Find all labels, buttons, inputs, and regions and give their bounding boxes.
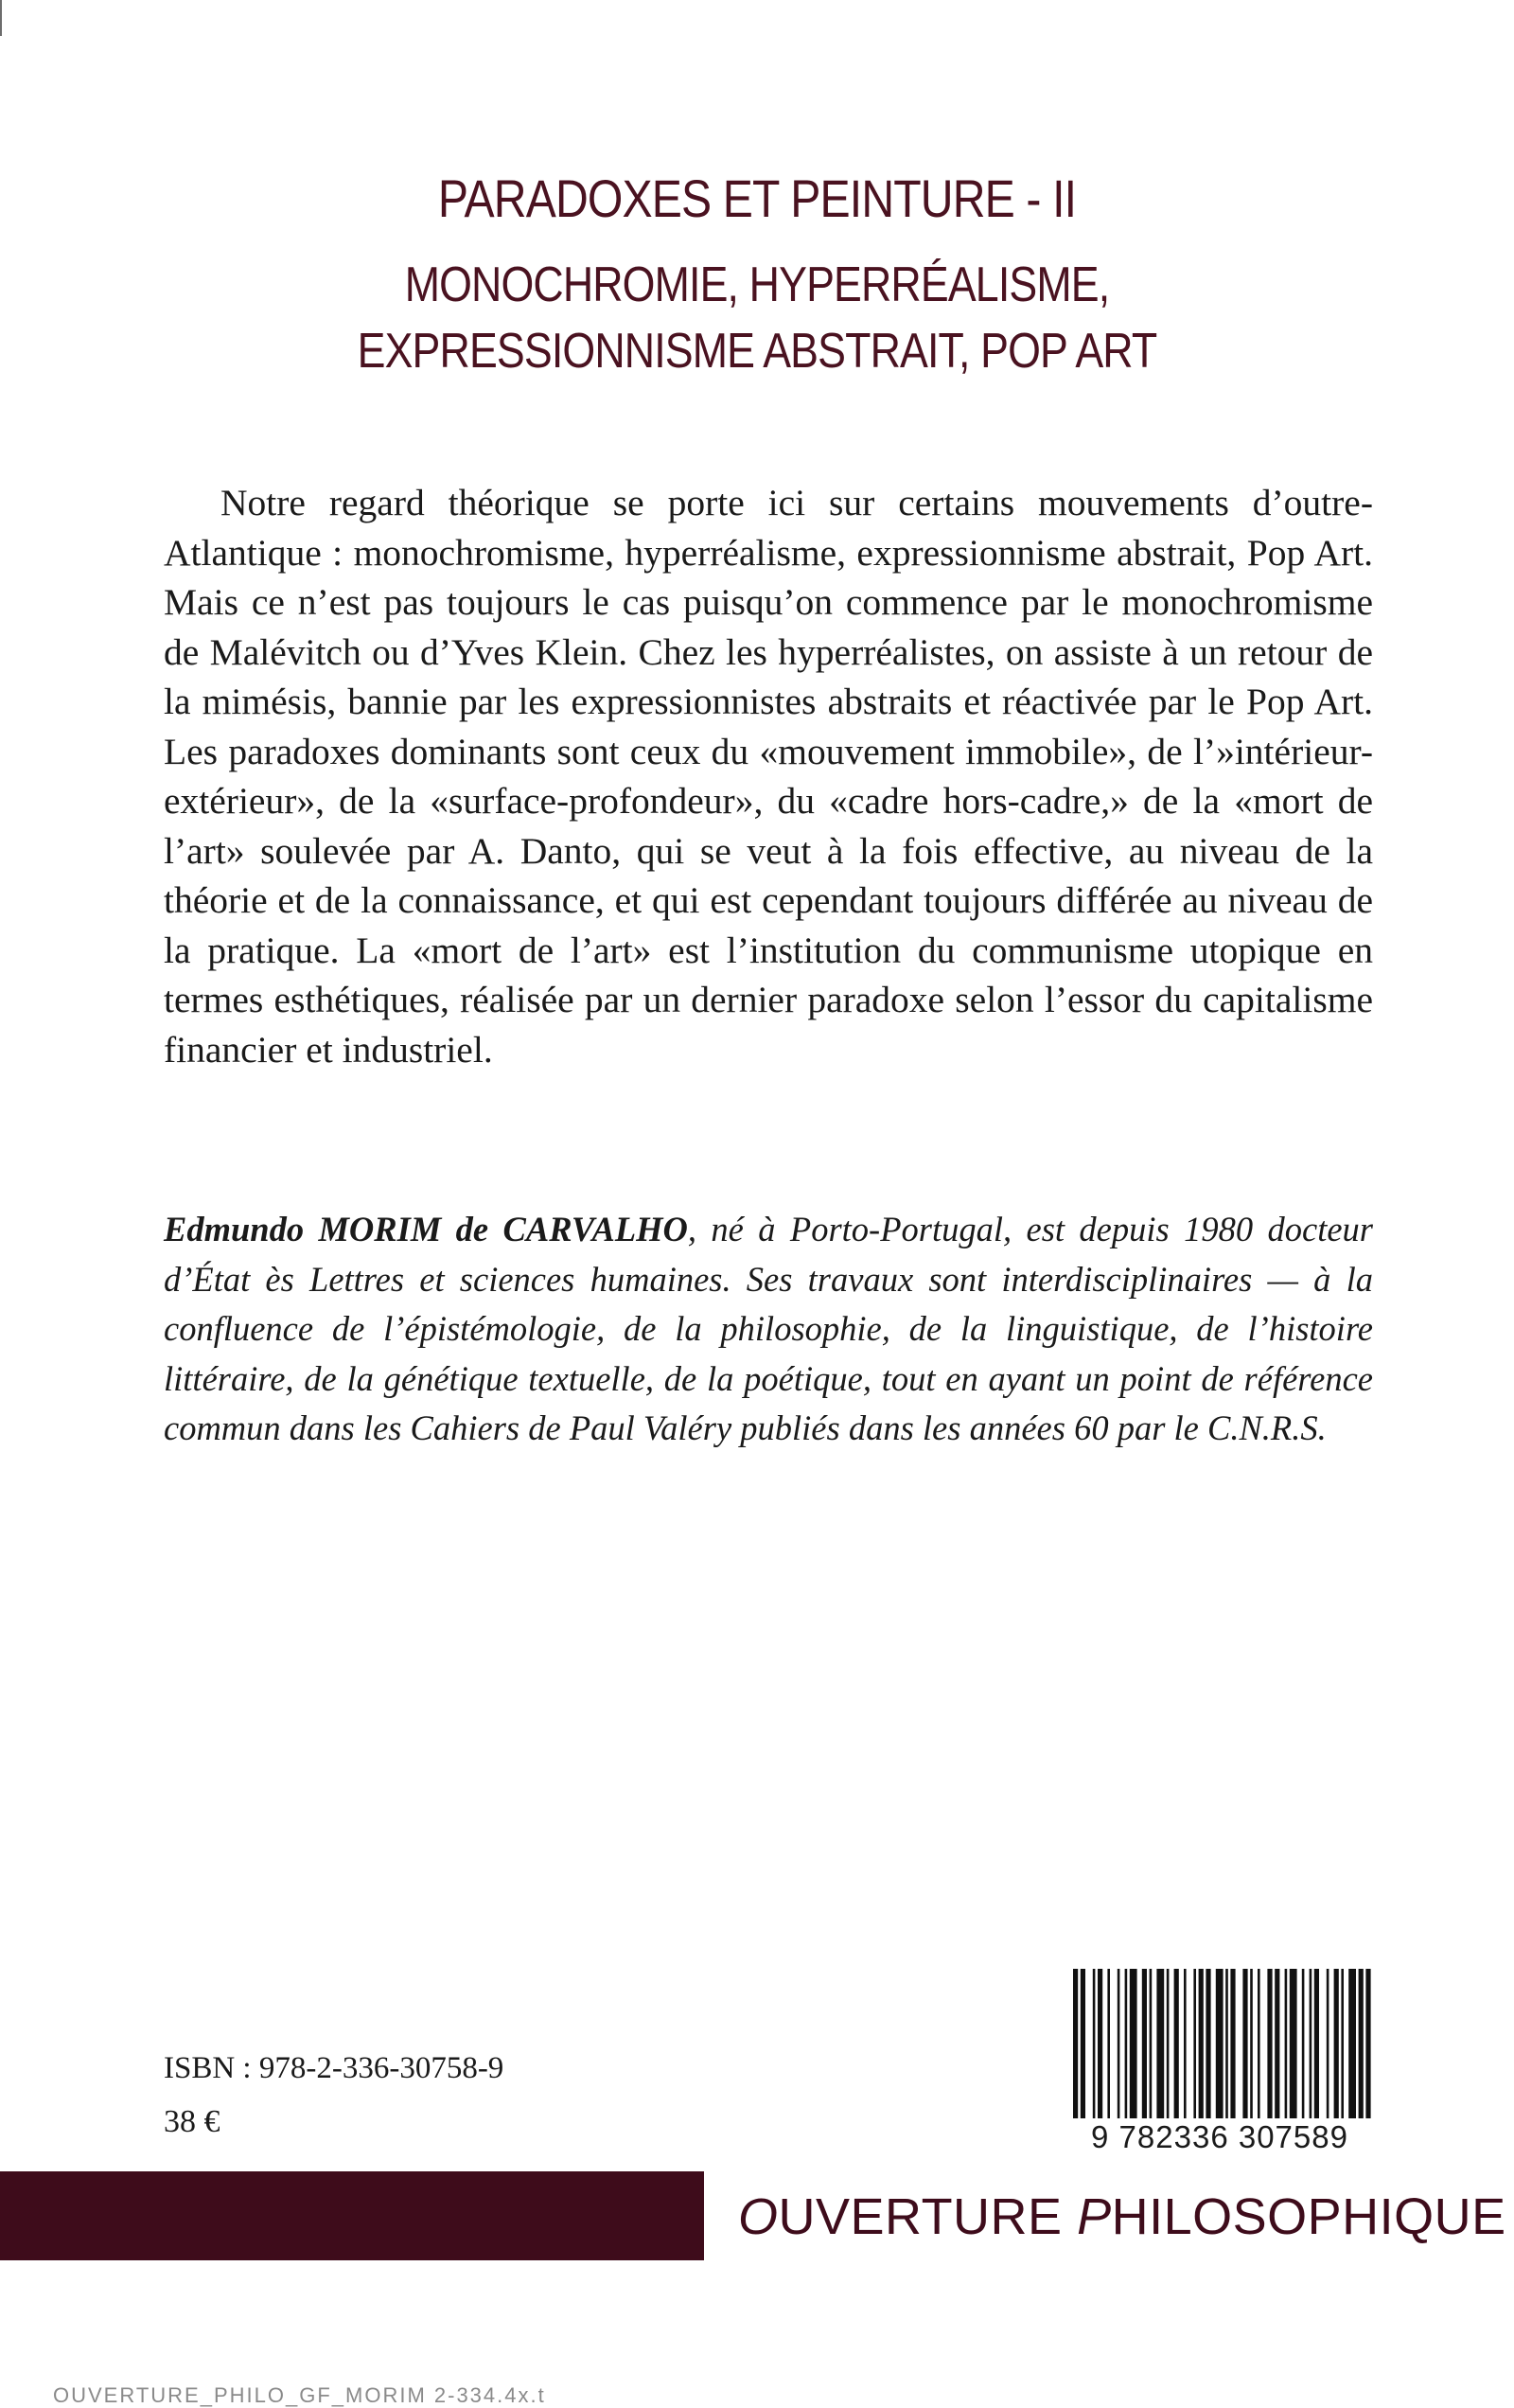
barcode-bar: [1285, 1969, 1288, 2130]
barcode-bar: [1250, 1969, 1253, 2130]
barcode-bar: [1193, 1969, 1196, 2130]
barcode-bar: [1184, 1969, 1187, 2130]
print-slug: OUVERTURE_PHILO_GF_MORIM 2-334.4x.t: [53, 2383, 546, 2407]
barcode-bar: [1334, 1969, 1339, 2130]
barcode-bar: [1150, 1969, 1153, 2130]
barcode-bar: [1156, 1969, 1164, 2130]
barcode-bar: [1302, 1969, 1305, 2130]
barcode-bar: [1199, 1969, 1204, 2130]
barcode-bar: [1216, 1969, 1224, 2130]
barcode-bar: [1314, 1969, 1319, 2130]
series-name: [738, 2179, 1506, 2255]
series-band: [0, 2171, 704, 2260]
barcode-bar: [1107, 1969, 1110, 2130]
price: 38 €: [164, 2104, 220, 2139]
series-word-1: UVERTURE: [778, 2188, 1078, 2245]
barcode-bar: [1098, 1969, 1102, 2130]
barcode-bar: [1258, 1969, 1260, 2130]
barcode-bar: [1081, 1969, 1085, 2130]
barcode-bar: [1230, 1969, 1235, 2130]
barcode-bar: [1142, 1969, 1147, 2130]
crop-mark: [0, 0, 2, 36]
barcode-bar: [1125, 1969, 1128, 2130]
barcode-bars-icon: [1067, 1969, 1372, 2130]
barcode-bar: [1073, 1969, 1078, 2130]
barcode-bar: [1130, 1969, 1137, 2130]
barcode-bar: [1341, 1969, 1344, 2130]
barcode-bar: [1275, 1969, 1279, 2130]
barcode-bar: [1327, 1969, 1329, 2130]
series-initial-1: O: [738, 2188, 779, 2245]
barcode-bar: [1093, 1969, 1096, 2130]
barcode-bar: [1348, 1969, 1356, 2130]
title-block: [0, 159, 1514, 384]
series-initial-2: P: [1077, 2188, 1112, 2245]
book-subtitle-line-2: EXPRESSIONNISME ABSTRAIT, POP ART: [357, 324, 1157, 379]
barcode-bar: [1290, 1969, 1297, 2130]
author-bio: [164, 1205, 1373, 1454]
author-bio-text: , né à Porto-Portugal, est depuis 1980 docteur d’État ès Lettres et sciences humaines. Ses travaux sont interdisciplinaires — à la confluence de l’épistémologie, de la philosophie, de la linguistique, de l’histoire littéraire, de la génétique textuelle, de la poétique, tout en ayant un point de référence commun dans les Cahiers de Paul Valéry publiés dans les années 60 par le C.N.R.S.: [164, 1210, 1373, 1447]
barcode: [1067, 1969, 1372, 2156]
barcode-bar: [1174, 1969, 1179, 2130]
barcode-digits: 9 782336 307589: [1067, 2118, 1372, 2156]
barcode-bar: [1365, 1969, 1370, 2130]
barcode-bar: [1167, 1969, 1170, 2130]
book-subtitle-line-1: MONOCHROMIE, HYPERRÉALISME,: [404, 257, 1110, 312]
barcode-bar: [1206, 1969, 1210, 2130]
barcode-bar: [1225, 1969, 1228, 2130]
author-name: Edmundo MORIM de CARVALHO: [164, 1210, 688, 1248]
book-summary: Notre regard théorique se porte ici sur certains mouvements d’outre-Atlantique : monochromisme, hyperréalisme, expressionnisme abstrait, Pop Art. Mais ce n’est pas toujours le cas puisqu’on commence par le monochromisme de Malévitch ou d’Yves Klein. Chez les hyperréalistes, on assiste à un retour de la mimésis, bannie par les expressionnistes abstraits et réactivée par le Pop Art. Les paradoxes dominants sont ceux du «mouvement immobile», de l’»intérieur-extérieur», de la «surface-profondeur», du «cadre hors-cadre,» de la «mort de l’art» soulevée par A. Danto, qui se veut à la fois effective, au niveau de la théorie et de la connaissance, et qui est cependant toujours différée au niveau de la pratique. La «mort de l’art» est l’institution du communisme utopique en termes esthétiques, réalisée par un dernier paradoxe selon l’essor du capitalisme financier et industriel.: [164, 482, 1373, 1071]
barcode-bar: [1310, 1969, 1312, 2130]
series-word-2: HILOSOPHIQUE: [1111, 2188, 1506, 2245]
barcode-bar: [1242, 1969, 1247, 2130]
book-title: PARADOXES ET PEINTURE - II: [437, 168, 1077, 228]
barcode-bar: [1267, 1969, 1272, 2130]
isbn: ISBN : 978-2-336-30758-9: [164, 2051, 504, 2085]
barcode-bar: [1359, 1969, 1364, 2130]
barcode-bar: [1118, 1969, 1120, 2130]
